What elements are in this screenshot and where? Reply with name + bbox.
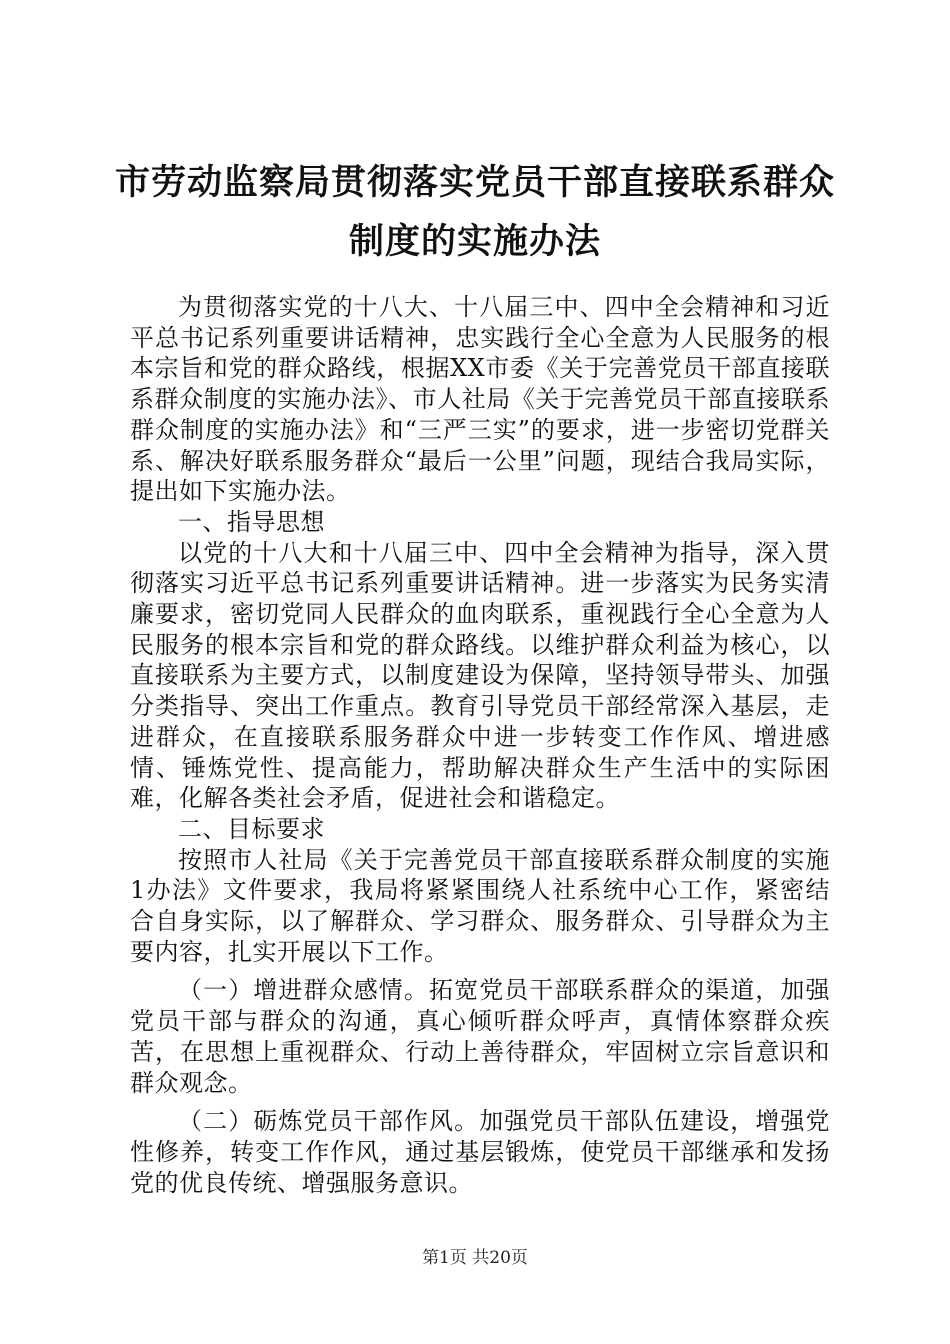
document-body [130,292,830,1198]
item-1-paragraph: （一）增进群众感情。拓宽党员干部联系群众的渠道，加强党员干部与群众的沟通，真心倾听群众呼声，真情体察群众疾苦，在思想上重视群众、行动上善待群众，牢固树立宗旨意识和群众观念。 [130,976,830,1097]
intro-paragraph: 为贯彻落实党的十八大、十八届三中、四中全会精神和习近平总书记系列重要讲话精神，忠实践行全心全意为人民服务的根本宗旨和党的群众路线，根据XX市委《关于完善党员干部直接联系群众制度的实施办法》、市人社局《关于完善党员干部直接联系群众制度的实施办法》和“三严三实”的要求，进一步密切党群关系、解决好联系服务群众“最后一公里”问题，现结合我局实际，提出如下实施办法。 [130,293,830,506]
goals-paragraph: 按照市人社局《关于完善党员干部直接联系群众制度的实施1办法》文件要求，我局将紧紧围绕人社系统中心工作，紧密结合自身实际，以了解群众、学习群众、服务群众、引导群众为主要内容，扎实开展以下工作。 [130,845,830,966]
item-2-paragraph: （二）砺炼党员干部作风。加强党员干部队伍建设，增强党性修养，转变工作作风，通过基层锻炼，使党员干部继承和发扬党的优良传统、增强服务意识。 [130,1107,830,1197]
section-heading-goals: 二、目标要求 [178,814,325,843]
section-heading-guiding-thought: 一、指导思想 [178,507,325,536]
page-footer: 第1页 共20页 [422,1248,528,1268]
document-title-line-2: 制度的实施办法 [348,222,601,262]
guiding-thought-paragraph: 以党的十八大和十八届三中、四中全会精神为指导，深入贯彻落实习近平总书记系列重要讲话精神。进一步落实为民务实清廉要求，密切党同人民群众的血肉联系，重视践行全心全意为人民服务的根本宗旨和党的群众路线。以维护群众利益为核心，以直接联系为主要方式，以制度建设为保障，坚持领导带头、加强分类指导、突出工作重点。教育引导党员干部经常深入基层，走进群众，在直接联系服务群众中进一步转变工作作风、增进感情、锤炼党性、提高能力，帮助解决群众生产生活中的实际困难，化解各类社会矛盾，促进社会和谐稳定。 [130,538,830,813]
document-title-line-1: 市劳动监察局贯彻落实党员干部直接联系群众 [114,163,835,203]
